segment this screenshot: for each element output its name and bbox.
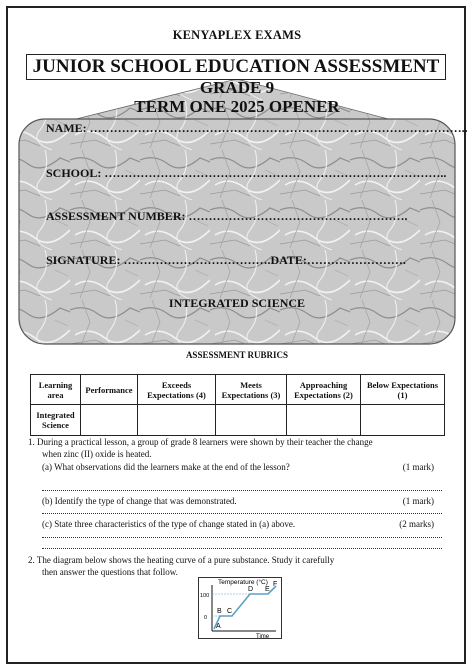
school-field[interactable]: SCHOOL: …………………………………………………………………………..	[46, 166, 447, 180]
rubrics-cell-learning-area: Integrated Science	[31, 405, 81, 436]
rubrics-col-below: Below Expectations (1)	[361, 375, 445, 405]
answer-line-1c-1[interactable]	[42, 537, 442, 538]
question-2-text-cont: then answer the questions that follow.	[42, 567, 178, 577]
grade-label: GRADE 9	[199, 78, 275, 97]
question-1-text-cont: when zinc (II) oxide is heated.	[42, 449, 152, 459]
rubrics-heading: ASSESSMENT RUBRICS	[185, 350, 289, 360]
x-axis-label: Time	[256, 634, 270, 639]
question-1b-marks: (1 mark)	[402, 496, 434, 506]
rubrics-col-meets: Meets Expectations (3)	[216, 375, 287, 405]
y-axis-label: Temperature (°C)	[218, 579, 268, 586]
question-1-text: 1. During a practical lesson, a group of grade 8 learners were shown by their teacher the change	[28, 437, 373, 447]
rubrics-col-approaching: Approaching Expectations (2)	[287, 375, 361, 405]
rubrics-col-exceeds: Exceeds Expectations (4)	[138, 375, 216, 405]
answer-line-1c-2[interactable]	[42, 548, 442, 549]
rubrics-cell-approaching[interactable]	[287, 405, 361, 436]
answer-line-1b[interactable]	[42, 513, 442, 514]
answer-line-1a[interactable]	[42, 490, 442, 491]
question-1b-text: (b) Identify the type of change that was demonstrated.	[42, 496, 237, 506]
question-2-text: 2. The diagram below shows the heating curve of a pure substance. Study it carefully	[28, 555, 335, 565]
rubrics-table	[30, 374, 445, 436]
assessment-number-field[interactable]: ASSESSMENT NUMBER: ……………………………………………….	[46, 209, 408, 223]
rubrics-cell-below[interactable]	[361, 405, 445, 436]
signature-date-field[interactable]: SIGNATURE: ……………………………….DATE:…………………….	[46, 253, 406, 267]
point-label-c: C	[227, 608, 233, 615]
rubrics-cell-meets[interactable]	[216, 405, 287, 436]
point-label-f: F	[273, 581, 278, 588]
heating-curve-diagram	[198, 577, 282, 639]
point-label-b: B	[217, 608, 222, 615]
y-tick-100: 100	[200, 593, 210, 599]
question-1c-marks: (2 marks)	[399, 519, 434, 529]
name-field[interactable]: NAME: …………………………………………………………………………………..	[46, 121, 468, 135]
point-label-a: A	[216, 623, 221, 630]
rubrics-cell-exceeds[interactable]	[138, 405, 216, 436]
rubrics-col-performance: Performance	[81, 375, 138, 405]
exam-body-name: KENYAPLEX EXAMS	[172, 28, 302, 42]
rubrics-col-learning-area: Learning area	[31, 375, 81, 405]
point-label-e: E	[265, 586, 270, 593]
point-label-d: D	[248, 586, 254, 593]
term-label: TERM ONE 2025 OPENER	[134, 97, 340, 116]
question-1c-text: (c) State three characteristics of the type of change stated in (a) above.	[42, 519, 296, 529]
subject-title: INTEGRATED SCIENCE	[168, 296, 306, 310]
rubrics-cell-performance[interactable]	[81, 405, 138, 436]
question-1a-text: (a) What observations did the learners make at the end of the lesson?	[42, 462, 290, 472]
question-1a-marks: (1 mark)	[402, 462, 434, 472]
y-tick-0: 0	[204, 615, 208, 621]
rubrics-header-row	[31, 375, 445, 405]
rubrics-row	[31, 405, 445, 436]
assessment-title: JUNIOR SCHOOL EDUCATION ASSESSMENT	[26, 54, 446, 80]
